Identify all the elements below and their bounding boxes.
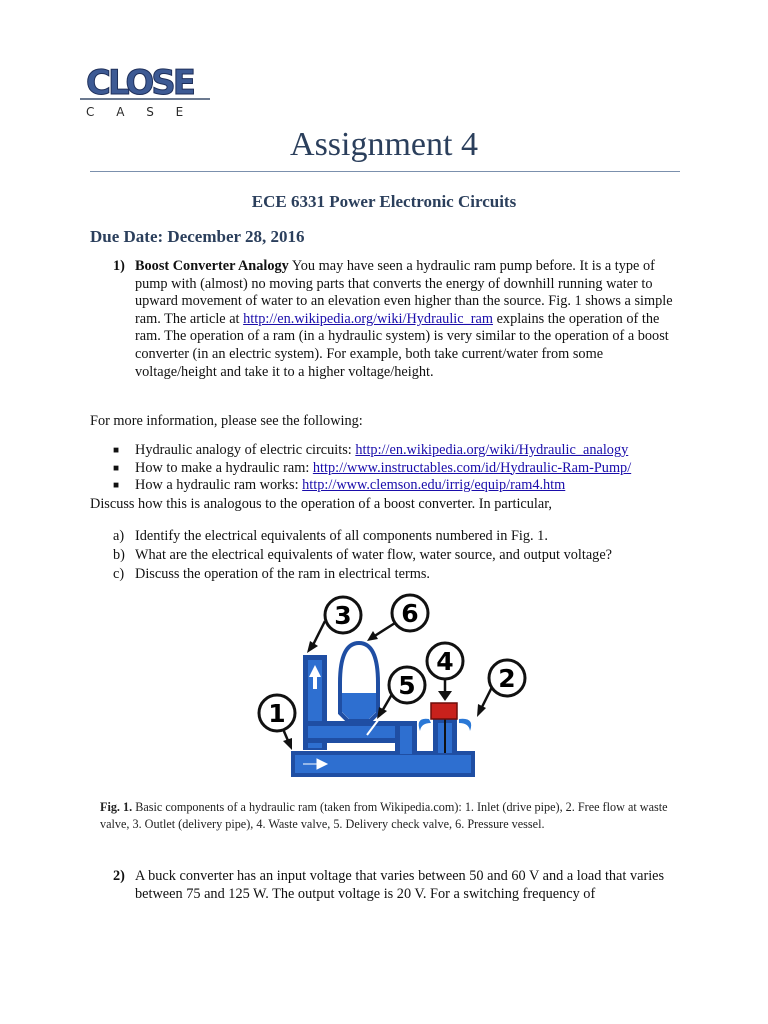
instructables-link[interactable]: http://www.instructables.com/id/Hydraulic-Ram-Pump/ bbox=[312, 459, 632, 476]
title-divider bbox=[90, 171, 680, 172]
callout-1 bbox=[259, 695, 295, 731]
hydraulic-ram-diagram bbox=[255, 593, 535, 783]
reference-links-list bbox=[113, 442, 631, 495]
list-item bbox=[113, 547, 612, 566]
callout-3 bbox=[325, 597, 361, 633]
logo-wordmark: CLOSE bbox=[86, 63, 194, 103]
subquestion-text: Identify the electrical equivalents of all components numbered in Fig. 1. bbox=[135, 528, 548, 544]
discuss-text: Discuss how this is analogous to the operation of a boost converter. In particular, bbox=[90, 496, 552, 512]
question-2 bbox=[113, 868, 678, 903]
figure-caption bbox=[100, 799, 670, 833]
due-date: Due Date: December 28, 2016 bbox=[90, 227, 305, 246]
link-label: Hydraulic analogy of electric circuits: bbox=[135, 442, 356, 458]
list-item bbox=[113, 566, 612, 585]
link-label: How to make a hydraulic ram: bbox=[135, 459, 313, 476]
bullet-icon: ■ bbox=[113, 462, 120, 474]
svg-text:3: 3 bbox=[334, 601, 352, 630]
list-item bbox=[113, 477, 631, 495]
subquestion-text: What are the electrical equivalents of water flow, water source, and output voltage? bbox=[135, 547, 613, 563]
splash-left bbox=[419, 719, 431, 731]
callout-5 bbox=[389, 667, 425, 703]
list-item bbox=[113, 460, 631, 478]
question-1-text-a: You may have seen a hydraulic ram pump before. It is a type of pump with (almost) no moving parts that converts the energy of downhill running water to upward movement of water to an elevation even higher than the source. Fig. 1 shows a simple ram. The article at bbox=[135, 258, 673, 327]
list-item bbox=[113, 528, 612, 547]
subquestion-label: c) bbox=[113, 566, 125, 582]
question-2-text: A buck converter has an input voltage that varies between 50 and 60 V and a load that varies between 75 and 125 W. The output voltage is 20 V. For a switching frequency of bbox=[135, 868, 665, 902]
svg-text:4: 4 bbox=[436, 647, 454, 676]
more-info-text: For more information, please see the following: bbox=[90, 413, 363, 429]
waste-valve bbox=[431, 703, 457, 719]
callout-4 bbox=[427, 643, 463, 679]
figure-caption-text: Basic components of a hydraulic ram (taken from Wikipedia.com): 1. Inlet (drive pipe), 2. Free flow at waste valve, 3. Outlet (delivery pipe), 4. Waste valve, 5. Delivery check valve, 6. Pressure vessel. bbox=[100, 800, 668, 831]
callout-2 bbox=[489, 660, 525, 696]
svg-text:6: 6 bbox=[401, 599, 419, 628]
list-item bbox=[113, 442, 631, 460]
subquestion-text: Discuss the operation of the ram in electrical terms. bbox=[135, 566, 430, 582]
course-name: ECE 6331 Power Electronic Circuits bbox=[251, 192, 517, 211]
subquestions-list bbox=[113, 528, 612, 585]
question-1-text-b: explains the operation of the ram. The operation of a ram (in a hydraulic system) is very similar to the operation of a boost converter (in an electric system). For example, both take current/water from some voltage/height and take it to a higher voltage/height. bbox=[135, 310, 669, 380]
question-1-heading: Boost Converter Analogy bbox=[135, 258, 289, 274]
figure-caption-label: Fig. 1. bbox=[100, 800, 133, 814]
splash-right bbox=[459, 719, 471, 731]
hydraulic-analogy-link[interactable]: http://en.wikipedia.org/wiki/Hydraulic_analogy bbox=[355, 442, 629, 458]
svg-text:2: 2 bbox=[498, 664, 516, 693]
subquestion-label: a) bbox=[113, 528, 125, 544]
clemson-link[interactable]: http://www.clemson.edu/irrig/equip/ram4.htm bbox=[302, 477, 566, 494]
subquestion-label: b) bbox=[113, 547, 125, 563]
case-logo bbox=[78, 58, 213, 120]
question-1 bbox=[113, 258, 678, 381]
question-1-number: 1) bbox=[113, 258, 125, 274]
svg-text:1: 1 bbox=[268, 699, 286, 728]
logo-subtext: C A S E bbox=[86, 105, 193, 119]
bullet-icon: ■ bbox=[113, 445, 120, 456]
svg-text:5: 5 bbox=[398, 671, 416, 700]
hydraulic-ram-link[interactable]: http://en.wikipedia.org/wiki/Hydraulic_ram bbox=[243, 310, 493, 327]
link-label: How a hydraulic ram works: bbox=[135, 477, 303, 494]
page-title: Assignment 4 bbox=[290, 126, 478, 163]
question-2-number: 2) bbox=[113, 868, 125, 884]
bullet-icon: ■ bbox=[113, 480, 120, 492]
callout-6 bbox=[392, 595, 428, 631]
